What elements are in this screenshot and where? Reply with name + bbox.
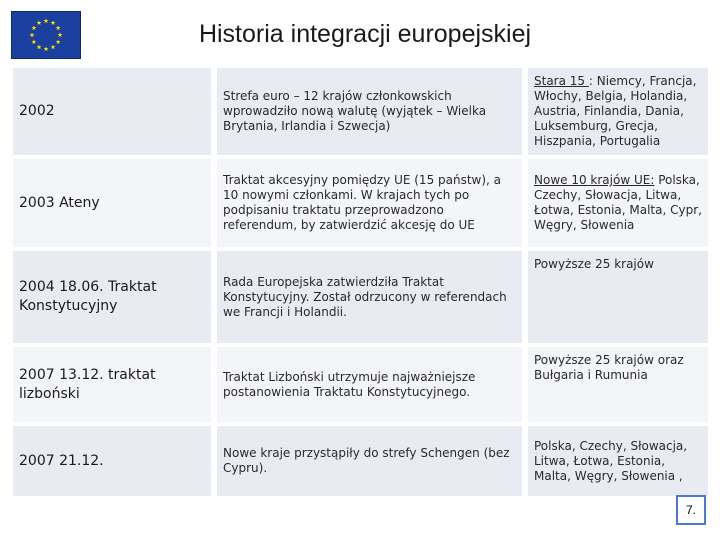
countries-cell: Polska, Czechy, Słowacja, Litwa, Łotwa, Estonia, Malta, Węgry, Słowenia , (525, 424, 711, 498)
countries-text: Polska, Czechy, Słowacja, Litwa, Łotwa, Estonia, Malta, Cypr, Węgry, Słowenia (534, 173, 702, 232)
page-number: 7. (685, 503, 696, 517)
history-table (10, 66, 711, 498)
event-cell: Traktat Lizboński utrzymuje najważniejsze postanowienia Traktatu Konstytucyjnego. (214, 345, 525, 424)
date-cell: 2004 18.06. Traktat Konstytucyjny (10, 249, 214, 345)
countries-cell: Powyższe 25 krajów (525, 249, 711, 345)
table-row (10, 157, 711, 249)
page-title: Historia integracji europejskiej (198, 20, 532, 48)
event-cell: Traktat akcesyjny pomiędzy UE (15 państw), a 10 nowymi członkami. W krajach tych po podpisaniu traktatu przeprowadzono referendum, by zatwierdzić akcesję do UE (214, 157, 525, 249)
date-cell: 2002 (10, 66, 214, 157)
table-row (10, 424, 711, 498)
event-cell: Rada Europejska zatwierdziła Traktat Konstytucyjny. Został odrzucony w referendach we Francji i Holandii. (214, 249, 525, 345)
date-cell: 2007 13.12. traktat lizboński (10, 345, 214, 424)
event-cell: Nowe kraje przystąpiły do strefy Schengen (bez Cypru). (214, 424, 525, 498)
table-row (10, 345, 711, 424)
countries-cell (525, 66, 711, 157)
countries-cell (525, 157, 711, 249)
countries-heading: Nowe 10 krajów UE: (534, 173, 655, 187)
date-cell: 2007 21.12. (10, 424, 214, 498)
countries-cell: Powyższe 25 krajów oraz Bułgaria i Rumunia (525, 345, 711, 424)
table-row (10, 66, 711, 157)
countries-heading: Stara 15 (534, 74, 589, 88)
date-cell: 2003 Ateny (10, 157, 214, 249)
countries-text: : Niemcy, Francja, Włochy, Belgia, Holandia, Austria, Finlandia, Dania, Luksemburg, Grecja, Hiszpania, Portugalia (534, 74, 697, 148)
event-cell: Strefa euro – 12 krajów członkowskich wprowadziło nową walutę (wyjątek – Wielka Brytania, Irlandia i Szwecja) (214, 66, 525, 157)
page-number-box (676, 495, 706, 525)
table-row (10, 249, 711, 345)
